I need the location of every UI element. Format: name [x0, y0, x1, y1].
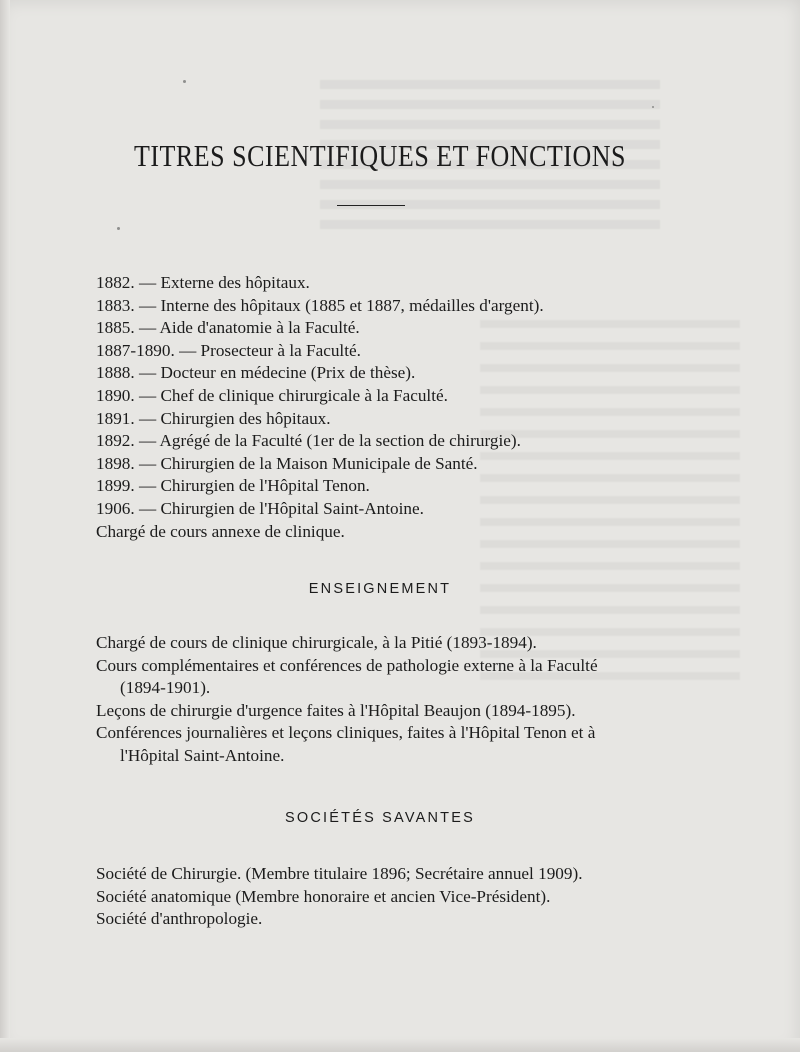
list-item: 1887-1890. — Prosecteur à la Faculté.: [96, 340, 361, 360]
title-divider: [337, 205, 405, 206]
list-item: 1891. — Chirurgien des hôpitaux.: [96, 408, 331, 428]
page-title: TITRES SCIENTIFIQUES ET FONCTIONS: [134, 139, 626, 174]
list-item: 1892. — Agrégé de la Faculté (1er de la section de chirurgie).: [96, 431, 521, 451]
list-item: 1906. — Chirurgien de l'Hôpital Saint-Antoine.: [96, 498, 424, 518]
section-heading-enseignement: ENSEIGNEMENT: [308, 581, 452, 597]
titres-list: [96, 272, 544, 543]
ink-speck: [183, 80, 186, 83]
page-bottom-shadow: [0, 1038, 800, 1052]
list-item: Cours complémentaires et conférences de pathologie externe à la Faculté: [96, 655, 598, 675]
list-item: Société de Chirurgie. (Membre titulaire 1896; Secrétaire annuel 1909).: [96, 864, 583, 883]
list-item: 1883. — Interne des hôpitaux (1885 et 1887, médailles d'argent).: [96, 295, 544, 315]
list-item: 1890. — Chef de clinique chirurgicale à la Faculté.: [96, 385, 448, 405]
list-item: Chargé de cours annexe de clinique.: [96, 521, 345, 541]
list-item: Conférences journalières et leçons cliniques, faites à l'Hôpital Tenon et à: [96, 723, 596, 743]
list-item: 1898. — Chirurgien de la Maison Municipale de Santé.: [96, 453, 478, 473]
enseignement-list: [96, 632, 598, 768]
list-item: Société anatomique (Membre honoraire et ancien Vice-Président).: [96, 886, 551, 906]
list-item: Leçons de chirurgie d'urgence faites à l'Hôpital Beaujon (1894-1895).: [96, 700, 576, 720]
list-item: 1885. — Aide d'anatomie à la Faculté.: [96, 318, 360, 338]
list-item: Chargé de cours de clinique chirurgicale, à la Pitié (1893-1894).: [96, 633, 537, 652]
list-item: 1899. — Chirurgien de l'Hôpital Tenon.: [96, 476, 370, 496]
ink-speck: [117, 227, 120, 230]
list-item-continuation: l'Hôpital Saint-Antoine.: [120, 745, 285, 765]
section-heading-societes: SOCIÉTÉS SAVANTES: [285, 810, 475, 826]
list-item: Société d'anthropologie.: [96, 909, 263, 929]
societes-list: [96, 863, 583, 931]
list-item: 1888. — Docteur en médecine (Prix de thèse).: [96, 363, 416, 383]
list-item-continuation: (1894-1901).: [120, 678, 211, 698]
list-item: 1882. — Externe des hôpitaux.: [96, 273, 310, 292]
